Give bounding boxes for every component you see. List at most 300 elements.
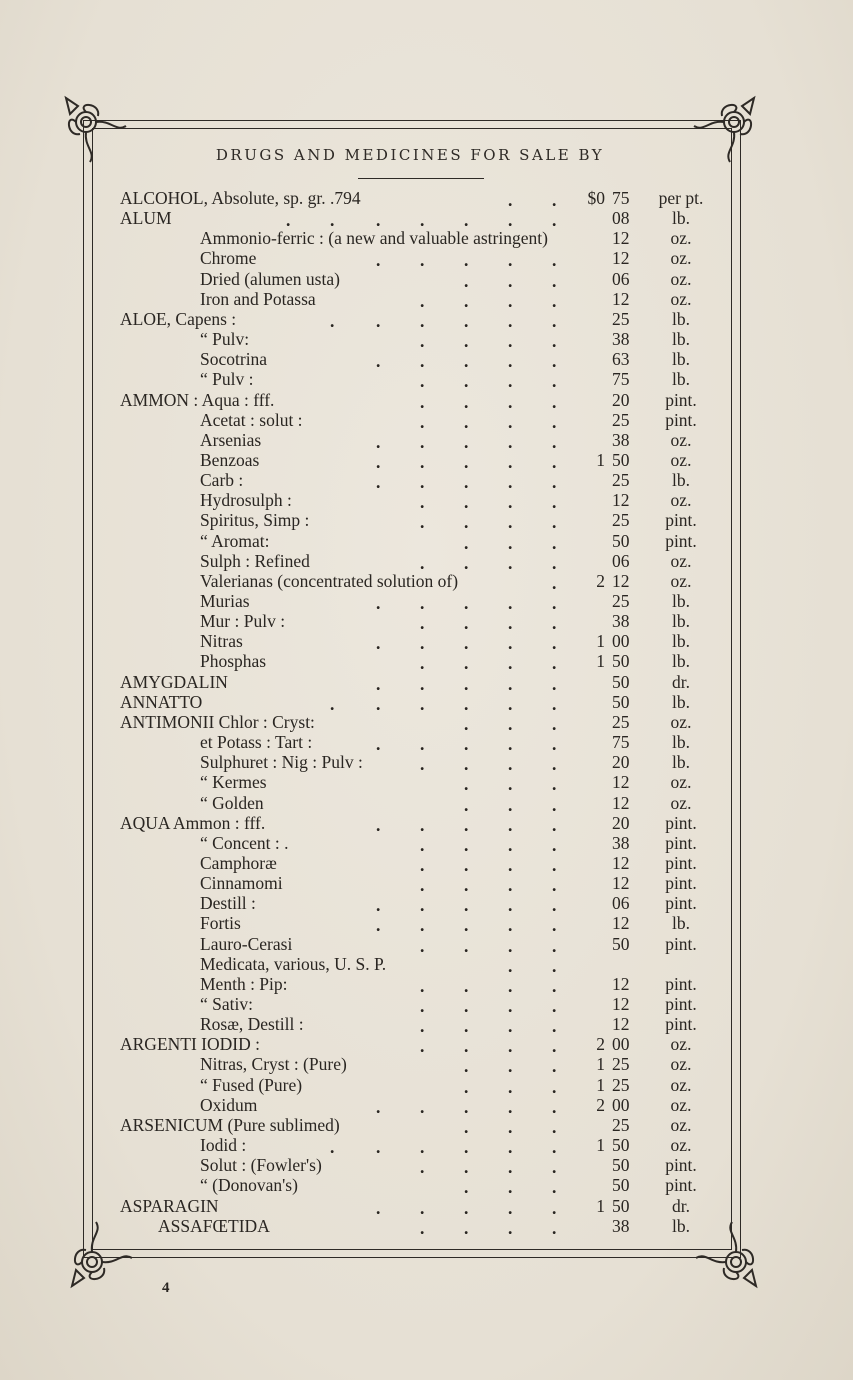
- price-unit: per pt.: [658, 188, 704, 208]
- leader-dot: .: [464, 310, 469, 331]
- price-cents: 20: [612, 812, 630, 833]
- item-name: Arsenias: [200, 429, 262, 450]
- price-cents: 12: [612, 913, 630, 934]
- table-row: [0, 430, 853, 450]
- price-unit: oz.: [670, 711, 692, 732]
- item-name: ARGENTI IODID :: [120, 1034, 260, 1055]
- leader-dot: .: [508, 1137, 513, 1158]
- price-unit: pint.: [665, 893, 697, 914]
- leader-dot: .: [552, 512, 557, 533]
- table-row: [0, 994, 853, 1014]
- item-name: Destill :: [200, 893, 256, 914]
- leader-dot: .: [464, 552, 469, 573]
- leader-dot: .: [420, 633, 425, 654]
- item-name: Oxidum: [200, 1094, 258, 1115]
- leader-dot: .: [420, 814, 425, 835]
- item-name: “ Sativ:: [200, 994, 253, 1014]
- table-row: [0, 672, 853, 692]
- item-name: “ (Donovan's): [200, 1175, 298, 1196]
- price-cents: 08: [612, 208, 630, 229]
- leader-dot: .: [552, 633, 557, 654]
- price-unit: pint.: [665, 1155, 697, 1176]
- leader-dot: .: [464, 1056, 469, 1077]
- price-cents: 12: [612, 490, 630, 511]
- price-unit: lb.: [672, 752, 690, 773]
- table-row: [0, 329, 853, 352]
- leader-dot: .: [420, 472, 425, 493]
- table-row: [0, 248, 853, 271]
- price-unit: pint.: [665, 1175, 697, 1196]
- leader-dot: .: [420, 431, 425, 452]
- table-row: [0, 510, 853, 533]
- leader-dot: .: [552, 1036, 557, 1057]
- leader-dot: .: [552, 734, 557, 755]
- leader-dot: .: [464, 1177, 469, 1198]
- price-unit: oz.: [670, 1034, 692, 1055]
- price-unit: lb.: [672, 631, 690, 652]
- price-unit: lb.: [672, 308, 690, 329]
- leader-dot: .: [464, 854, 469, 875]
- leader-dot: .: [508, 1177, 513, 1198]
- price-cents: 50: [612, 530, 630, 551]
- leader-dot: .: [376, 1137, 381, 1158]
- price-dollars: 2: [596, 570, 605, 591]
- leader-dot: .: [552, 1157, 557, 1178]
- table-row: [0, 651, 853, 674]
- leader-dot: .: [286, 210, 291, 231]
- leader-dot: .: [376, 915, 381, 936]
- leader-dot: .: [420, 673, 425, 694]
- price-cents: 50: [612, 449, 630, 470]
- leader-dot: .: [464, 613, 469, 634]
- leader-dot: .: [464, 693, 469, 714]
- leader-dot: .: [508, 935, 513, 956]
- leader-dot: .: [464, 593, 469, 613]
- price-unit: lb.: [672, 591, 690, 611]
- price-cents: 38: [612, 1215, 630, 1236]
- leader-dot: .: [376, 633, 381, 654]
- leader-dot: .: [508, 996, 513, 1016]
- price-unit: oz.: [670, 429, 692, 450]
- leader-dot: .: [464, 774, 469, 795]
- price-cents: 12: [612, 228, 630, 249]
- price-dollars: 1: [596, 631, 605, 652]
- table-row: [0, 772, 853, 795]
- price-cents: 50: [612, 671, 630, 692]
- leader-dot: .: [508, 451, 513, 472]
- item-name: “ Concent : .: [200, 832, 289, 853]
- table-row: [0, 631, 853, 654]
- leader-dot: .: [508, 1197, 513, 1218]
- leader-dot: .: [420, 1096, 425, 1117]
- leader-dot: .: [508, 754, 513, 775]
- price-unit: lb.: [672, 349, 690, 370]
- leader-dot: .: [420, 250, 425, 271]
- item-name: Acetat : solut :: [200, 409, 303, 430]
- item-name: ALOE, Capens :: [120, 308, 237, 329]
- price-unit: oz.: [670, 1094, 692, 1115]
- leader-dot: .: [508, 270, 513, 291]
- table-row: [0, 228, 853, 248]
- leader-dot: .: [464, 411, 469, 432]
- page-header: DRUGS AND MEDICINES FOR SALE BY: [215, 146, 605, 164]
- table-row: [0, 752, 853, 775]
- leader-dot: .: [420, 411, 425, 432]
- leader-dot: .: [464, 734, 469, 755]
- leader-dot: .: [464, 512, 469, 533]
- item-name: Iodid :: [200, 1135, 247, 1156]
- leader-dot: .: [420, 895, 425, 916]
- header-rule: [358, 178, 484, 179]
- price-unit: lb.: [672, 1215, 690, 1236]
- item-name: Rosæ, Destill :: [200, 1014, 304, 1035]
- leader-dot: .: [508, 472, 513, 493]
- leader-dot: .: [376, 250, 381, 271]
- price-cents: 63: [612, 349, 630, 370]
- leader-dot: .: [508, 955, 513, 976]
- leader-dot: .: [376, 895, 381, 916]
- item-name: Nitras, Cryst : (Pure): [200, 1054, 347, 1075]
- price-unit: pint.: [665, 530, 697, 551]
- price-cents: 38: [612, 429, 630, 450]
- table-row: [0, 1135, 853, 1158]
- price-unit: oz.: [670, 288, 692, 309]
- leader-dot: .: [376, 693, 381, 714]
- item-name: Solut : (Fowler's): [200, 1155, 322, 1176]
- price-cents: 25: [612, 510, 630, 531]
- price-unit: lb.: [672, 732, 690, 753]
- price-cents: 25: [612, 591, 630, 611]
- table-row: [0, 692, 853, 712]
- leader-dot: .: [552, 310, 557, 331]
- leader-dot: .: [508, 411, 513, 432]
- leader-dot: .: [508, 794, 513, 815]
- price-cents: 12: [612, 570, 630, 591]
- leader-dot: .: [552, 996, 557, 1016]
- table-row: [0, 611, 853, 634]
- leader-dot: .: [464, 713, 469, 734]
- price-cents: 06: [612, 268, 630, 289]
- leader-dot: .: [508, 310, 513, 331]
- item-name: ASPARAGIN: [120, 1195, 219, 1216]
- item-name: Mur : Pulv :: [200, 611, 286, 632]
- price-unit: lb.: [672, 329, 690, 350]
- leader-dot: .: [420, 1157, 425, 1178]
- leader-dot: .: [376, 472, 381, 493]
- leader-dot: .: [376, 310, 381, 331]
- leader-dot: .: [420, 935, 425, 956]
- price-unit: oz.: [670, 1054, 692, 1075]
- leader-dot: .: [420, 310, 425, 331]
- leader-dot: .: [508, 814, 513, 835]
- item-name: AQUA Ammon : fff.: [120, 812, 266, 833]
- leader-dot: .: [420, 996, 425, 1016]
- leader-dot: .: [552, 814, 557, 835]
- leader-dot: .: [376, 1197, 381, 1218]
- leader-dot: .: [552, 472, 557, 493]
- leader-dot: .: [552, 955, 557, 976]
- item-name: Benzoas: [200, 449, 260, 470]
- table-row: [0, 188, 853, 208]
- table-row: [0, 1054, 853, 1077]
- leader-dot: .: [508, 895, 513, 916]
- leader-dot: .: [420, 1197, 425, 1218]
- table-row: [0, 934, 853, 954]
- leader-dot: .: [420, 351, 425, 372]
- table-row: [0, 309, 853, 329]
- item-name: Carb :: [200, 470, 244, 491]
- leader-dot: .: [552, 754, 557, 775]
- leader-dot: .: [552, 1016, 557, 1037]
- price-unit: oz.: [670, 248, 692, 269]
- leader-dot: .: [376, 351, 381, 372]
- price-cents: 12: [612, 772, 630, 793]
- price-cents: 12: [612, 994, 630, 1014]
- price-cents: 25: [612, 409, 630, 430]
- price-cents: 50: [612, 1155, 630, 1176]
- item-name: Menth : Pip:: [200, 973, 288, 994]
- item-name: AMMON : Aqua : fff.: [120, 389, 275, 410]
- table-row: [0, 531, 853, 551]
- leader-dot: .: [552, 1197, 557, 1218]
- leader-dot: .: [508, 1157, 513, 1178]
- leader-dot: .: [552, 794, 557, 815]
- price-cents: 00: [612, 1034, 630, 1055]
- table-row: [0, 1216, 853, 1236]
- leader-dot: .: [552, 532, 557, 553]
- leader-dot: .: [420, 613, 425, 634]
- leader-dot: .: [420, 492, 425, 513]
- price-unit: lb.: [672, 651, 690, 672]
- leader-dot: .: [552, 492, 557, 513]
- leader-dot: .: [508, 351, 513, 372]
- price-dollars: 2: [596, 1094, 605, 1115]
- leader-dot: .: [552, 572, 557, 593]
- table-row: [0, 1034, 853, 1057]
- leader-dot: .: [508, 1116, 513, 1137]
- price-unit: pint.: [665, 832, 697, 853]
- item-name: ASSAFŒTIDA: [158, 1215, 270, 1236]
- price-unit: oz.: [670, 268, 692, 289]
- leader-dot: .: [420, 834, 425, 855]
- leader-dot: .: [376, 734, 381, 755]
- table-row: [0, 873, 853, 896]
- table-row: [0, 913, 853, 936]
- leader-dot: .: [464, 875, 469, 896]
- leader-dot: .: [508, 693, 513, 714]
- item-name: Phosphas: [200, 651, 267, 672]
- table-row: [0, 793, 853, 813]
- price-dollars: 1: [596, 1054, 605, 1075]
- price-unit: oz.: [670, 1114, 692, 1135]
- corner-ornament-icon: [684, 92, 764, 172]
- leader-dot: .: [508, 975, 513, 996]
- table-row: [0, 349, 853, 372]
- leader-dot: .: [508, 613, 513, 634]
- leader-dot: .: [508, 593, 513, 613]
- leader-dot: .: [464, 1016, 469, 1037]
- leader-dot: .: [552, 351, 557, 372]
- leader-dot: .: [508, 290, 513, 311]
- table-row: [0, 390, 853, 410]
- leader-dot: .: [464, 653, 469, 674]
- price-cents: 06: [612, 893, 630, 914]
- leader-dot: .: [552, 210, 557, 231]
- price-cents: 50: [612, 691, 630, 712]
- price-cents: 25: [612, 1074, 630, 1095]
- item-name: Medicata, various, U. S. P.: [200, 953, 387, 974]
- price-dollars: 1: [596, 651, 605, 672]
- leader-dot: .: [420, 734, 425, 755]
- leader-dot: .: [420, 1137, 425, 1158]
- leader-dot: .: [552, 975, 557, 996]
- leader-dot: .: [464, 391, 469, 412]
- leader-dot: .: [464, 1137, 469, 1158]
- price-unit: pint.: [665, 852, 697, 873]
- leader-dot: .: [552, 371, 557, 392]
- item-name: Dried (alumen usta): [200, 268, 340, 289]
- price-unit: pint.: [665, 994, 697, 1014]
- price-unit: dr.: [672, 1195, 690, 1216]
- item-name: et Potass : Tart :: [200, 732, 313, 753]
- leader-dot: .: [508, 1016, 513, 1037]
- item-name: Cinnamomi: [200, 873, 283, 894]
- item-name: ALUM: [120, 208, 172, 229]
- price-cents: 75: [612, 188, 630, 208]
- leader-dot: .: [552, 331, 557, 352]
- table-row: [0, 893, 853, 916]
- leader-dot: .: [508, 915, 513, 936]
- table-row: [0, 813, 853, 833]
- table-row: [0, 571, 853, 591]
- table-row: [0, 1115, 853, 1135]
- item-name: Camphoræ: [200, 852, 277, 873]
- leader-dot: .: [420, 1016, 425, 1037]
- leader-dot: .: [376, 210, 381, 231]
- table-row: [0, 954, 853, 974]
- leader-dot: .: [508, 391, 513, 412]
- leader-dot: .: [464, 250, 469, 271]
- price-cents: 20: [612, 389, 630, 410]
- leader-dot: .: [420, 1217, 425, 1238]
- item-name: “ Pulv:: [200, 329, 250, 350]
- leader-dot: .: [508, 1076, 513, 1097]
- leader-dot: .: [552, 270, 557, 291]
- table-row: [0, 974, 853, 994]
- table-row: [0, 410, 853, 430]
- table-row: [0, 1095, 853, 1115]
- price-unit: pint.: [665, 933, 697, 954]
- price-unit: pint.: [665, 1014, 697, 1035]
- leader-dot: .: [420, 552, 425, 573]
- leader-dot: .: [508, 673, 513, 694]
- table-row: [0, 470, 853, 493]
- leader-dot: .: [552, 713, 557, 734]
- leader-dot: .: [552, 1137, 557, 1158]
- table-row: [0, 853, 853, 873]
- price-cents: 12: [612, 973, 630, 994]
- price-unit: oz.: [670, 570, 692, 591]
- price-cents: 50: [612, 1195, 630, 1216]
- leader-dot: .: [552, 431, 557, 452]
- price-unit: oz.: [670, 449, 692, 470]
- price-cents: 25: [612, 470, 630, 491]
- price-cents: 38: [612, 611, 630, 632]
- leader-dot: .: [508, 532, 513, 553]
- page-number: 4: [162, 1280, 170, 1296]
- corner-ornament-icon: [56, 92, 136, 172]
- price-cents: 50: [612, 651, 630, 672]
- leader-dot: .: [552, 774, 557, 795]
- leader-dot: .: [464, 1197, 469, 1218]
- price-cents: 50: [612, 933, 630, 954]
- leader-dot: .: [330, 693, 335, 714]
- leader-dot: .: [464, 834, 469, 855]
- price-unit: oz.: [670, 550, 692, 571]
- leader-dot: .: [464, 754, 469, 775]
- leader-dot: .: [376, 431, 381, 452]
- table-row: [0, 712, 853, 732]
- leader-dot: .: [508, 492, 513, 513]
- table-row: [0, 591, 853, 611]
- table-row: [0, 1175, 853, 1198]
- price-cents: 00: [612, 1094, 630, 1115]
- table-row: [0, 1155, 853, 1178]
- leader-dot: .: [508, 734, 513, 755]
- leader-dot: .: [464, 492, 469, 513]
- leader-dot: .: [552, 875, 557, 896]
- leader-dot: .: [464, 1076, 469, 1097]
- leader-dot: .: [552, 451, 557, 472]
- table-row: [0, 289, 853, 309]
- leader-dot: .: [420, 693, 425, 714]
- leader-dot: .: [508, 834, 513, 855]
- leader-dot: .: [376, 814, 381, 835]
- price-unit: pint.: [665, 812, 697, 833]
- leader-dot: .: [464, 1217, 469, 1238]
- item-name: “ Fused (Pure): [200, 1074, 303, 1095]
- leader-dot: .: [464, 996, 469, 1016]
- item-name: Hydrosulph :: [200, 490, 292, 511]
- item-name: Sulph : Refined: [200, 550, 310, 571]
- item-name: Valerianas (concentrated solution of): [200, 570, 459, 591]
- leader-dot: .: [552, 834, 557, 855]
- price-dollars: 2: [596, 1034, 605, 1055]
- leader-dot: .: [330, 1137, 335, 1158]
- item-name: Sulphuret : Nig : Pulv :: [200, 752, 363, 773]
- price-unit: lb.: [672, 913, 690, 934]
- price-unit: pint.: [665, 873, 697, 894]
- leader-dot: .: [464, 210, 469, 231]
- price-unit: oz.: [670, 1074, 692, 1095]
- leader-dot: .: [420, 875, 425, 896]
- item-name: ALCOHOL, Absolute, sp. gr. .794: [120, 188, 361, 208]
- leader-dot: .: [420, 331, 425, 352]
- leader-dot: .: [464, 935, 469, 956]
- price-dollars: 1: [596, 1195, 605, 1216]
- table-row: [0, 1196, 853, 1216]
- leader-dot: .: [420, 451, 425, 472]
- leader-dot: .: [508, 1056, 513, 1077]
- price-dollars: 1: [596, 1135, 605, 1156]
- item-name: Fortis: [200, 913, 241, 934]
- price-unit: lb.: [672, 208, 690, 229]
- price-unit: pint.: [665, 409, 697, 430]
- leader-dot: .: [552, 290, 557, 311]
- leader-dot: .: [552, 391, 557, 412]
- leader-dot: .: [508, 431, 513, 452]
- leader-dot: .: [420, 391, 425, 412]
